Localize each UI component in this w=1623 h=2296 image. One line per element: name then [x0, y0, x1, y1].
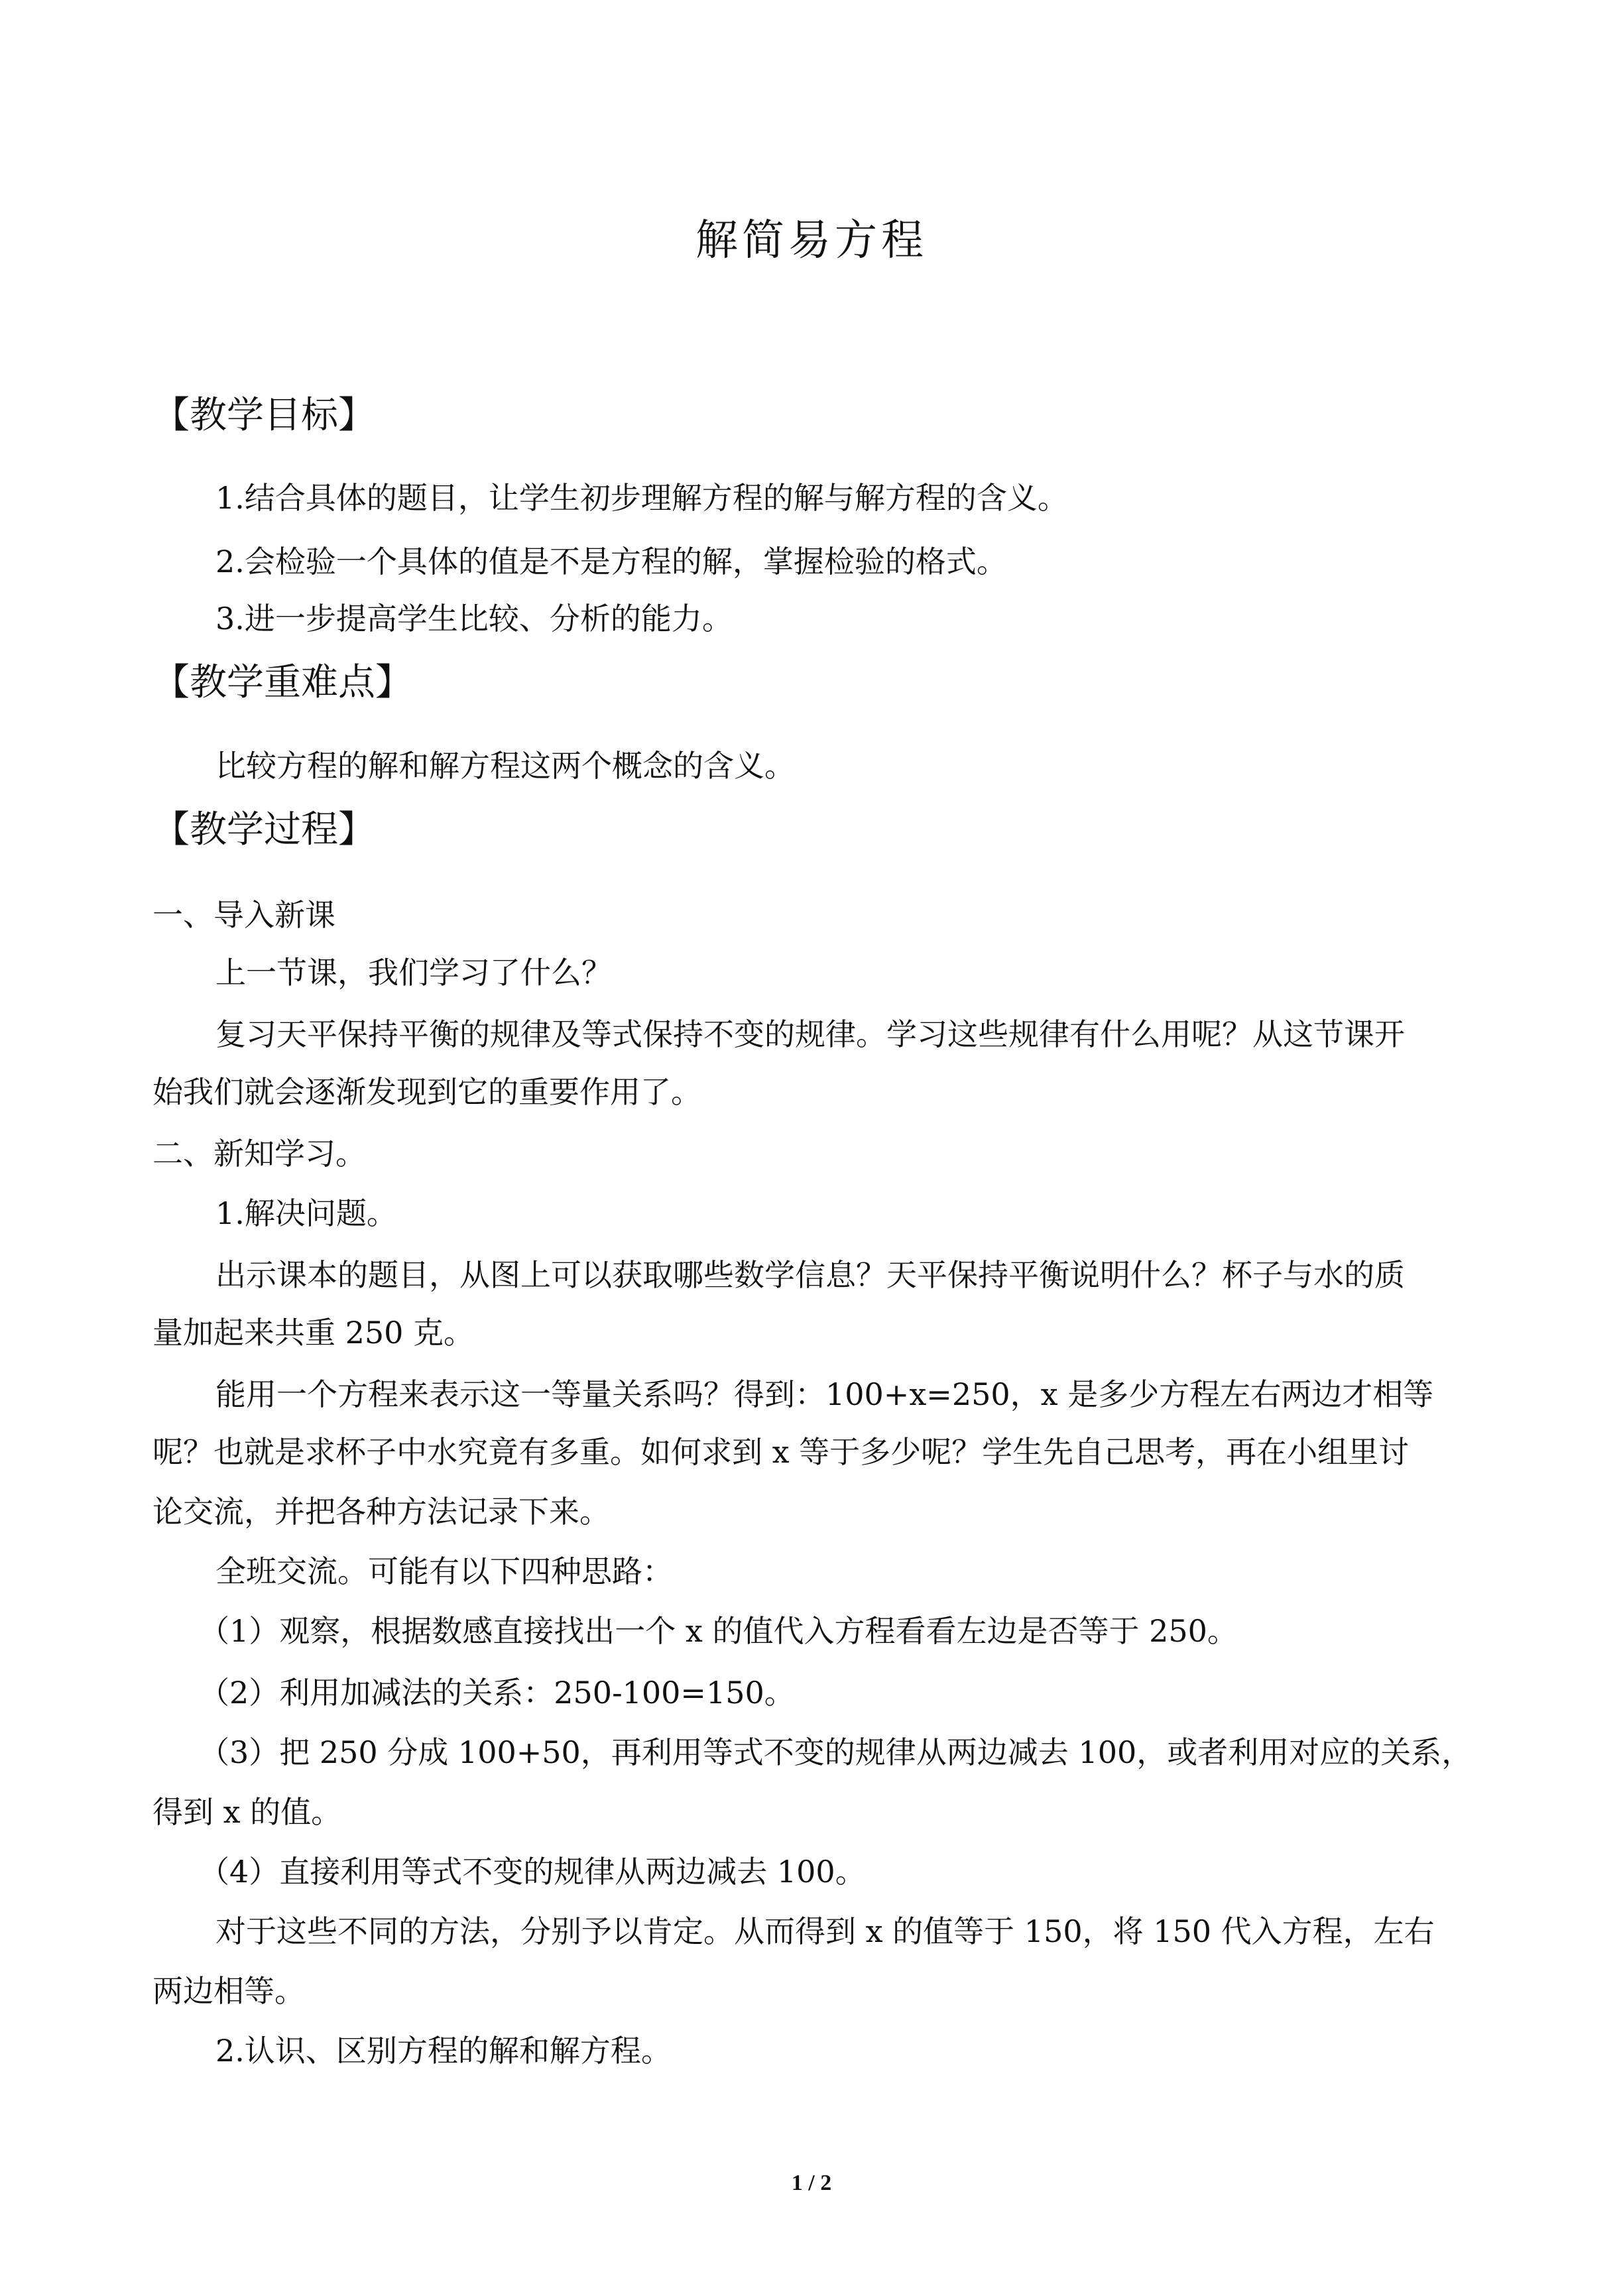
part1-title: 一、导入新课 — [152, 897, 335, 933]
idea-3-line-2: 得到 x 的值。 — [152, 1794, 342, 1830]
step2-title: 2.认识、区别方程的解和解方程。 — [215, 2033, 672, 2069]
step1-paragraph-line-1: 出示课本的题目，从图上可以获取哪些数学信息？天平保持平衡说明什么？杯子与水的质 — [215, 1257, 1405, 1293]
goal-item-1: 1.结合具体的题目，让学生初步理解方程的解与解方程的含义。 — [215, 480, 1068, 516]
idea-1: （1）观察，根据数感直接找出一个 x 的值代入方程看看左边是否等于 250。 — [199, 1613, 1238, 1649]
part1-paragraph-line-1: 复习天平保持平衡的规律及等式保持不变的规律。学习这些规律有什么用呢？从这节课开 — [215, 1016, 1405, 1052]
key-points-text: 比较方程的解和解方程这两个概念的含义。 — [215, 748, 795, 784]
equation-paragraph-line-1: 能用一个方程来表示这一等量关系吗？得到：100+x=250，x 是多少方程左右两边才相等 — [215, 1376, 1434, 1412]
step1-title: 1.解决问题。 — [215, 1195, 397, 1231]
heading-teaching-goals: 【教学目标】 — [152, 394, 375, 437]
part1-paragraph-line-2: 始我们就会逐渐发现到它的重要作用了。 — [152, 1074, 701, 1110]
idea-2: （2）利用加减法的关系：250-100=150。 — [199, 1675, 795, 1711]
page-title: 解简易方程 — [695, 216, 928, 265]
affirm-paragraph-line-1: 对于这些不同的方法，分别予以肯定。从而得到 x 的值等于 150，将 150 代入方程，左右 — [215, 1913, 1435, 1949]
equation-paragraph-line-2: 呢？也就是求杯子中水究竟有多重。如何求到 x 等于多少呢？学生先自己思考，再在小组里讨 — [152, 1434, 1410, 1470]
heading-teaching-process: 【教学过程】 — [152, 808, 375, 851]
part1-question: 上一节课，我们学习了什么？ — [215, 955, 612, 991]
equation-paragraph-line-3: 论交流，并把各种方法记录下来。 — [152, 1494, 610, 1530]
step1-paragraph-line-2: 量加起来共重 250 克。 — [152, 1315, 475, 1351]
affirm-paragraph-line-2: 两边相等。 — [152, 1973, 305, 2009]
class-share-text: 全班交流。可能有以下四种思路： — [215, 1553, 673, 1589]
goal-item-2: 2.会检验一个具体的值是不是方程的解，掌握检验的格式。 — [215, 544, 1007, 579]
page-number: 1 / 2 — [791, 2171, 832, 2195]
heading-key-points: 【教学重难点】 — [152, 661, 412, 704]
idea-4: （4）直接利用等式不变的规律从两边减去 100。 — [199, 1854, 866, 1890]
part2-title: 二、新知学习。 — [152, 1136, 366, 1172]
goal-item-3: 3.进一步提高学生比较、分析的能力。 — [215, 601, 733, 636]
idea-3-line-1: （3）把 250 分成 100+50，再利用等式不变的规律从两边减去 100，或者利用对应的关系， — [199, 1734, 1473, 1770]
